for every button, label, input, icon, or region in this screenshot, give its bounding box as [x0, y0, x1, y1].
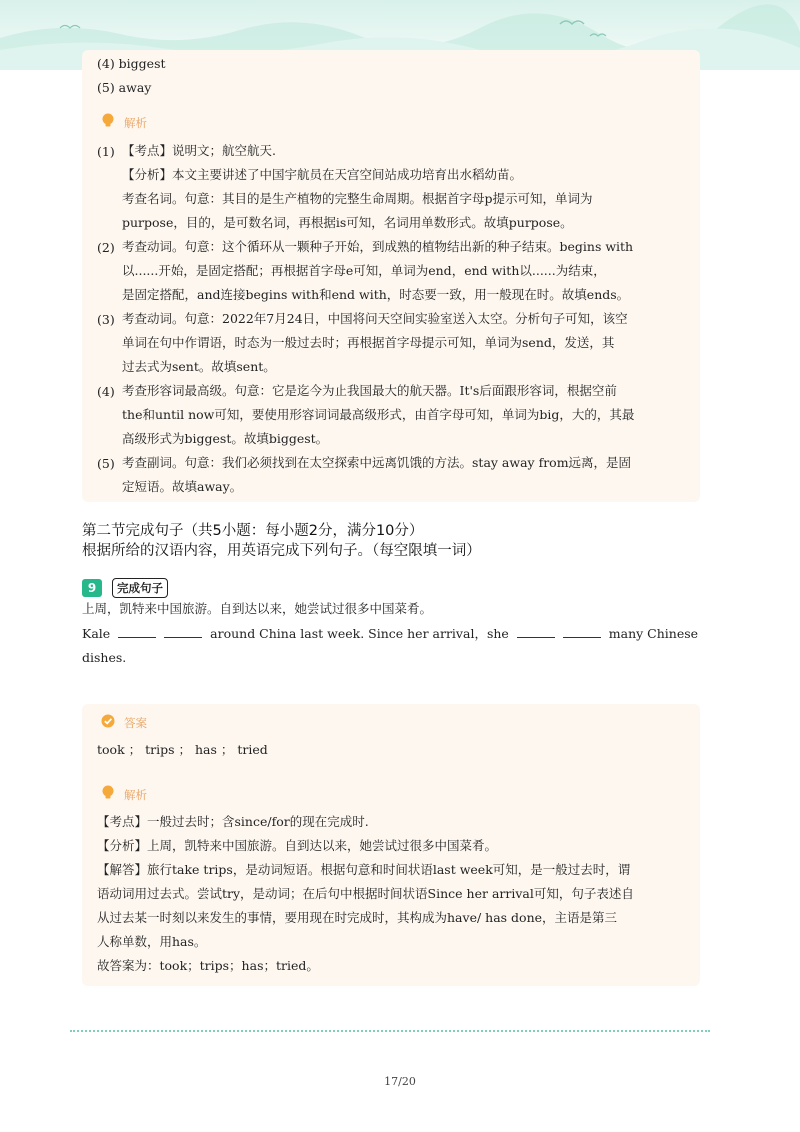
analysis-line: 语动词用过去式。尝试try，是动词；在后句中根据时间状语Since her arrival可知，句子表述自	[97, 886, 634, 901]
item-number: (5)	[97, 456, 115, 471]
page-number: 17/20	[384, 1075, 416, 1088]
analysis-line: 过去式为sent。故填sent。	[122, 359, 276, 374]
analysis-line: 以......开始，是固定搭配；再根据首字母e可知，单词为end，end with以......为结束，	[122, 263, 606, 278]
prev-answer-5: (5) away	[97, 80, 152, 95]
analysis-line: 定短语。故填away。	[122, 479, 243, 494]
item-number: (1)	[97, 144, 115, 159]
analysis-line: 是固定搭配，and连接begins with和end with，时态要一致，用一般现在时。故填ends。	[122, 287, 630, 302]
item-number: (2)	[97, 240, 115, 255]
section-instruction: 根据所给的汉语内容，用英语完成下列句子。（每空限填一词）	[82, 543, 481, 559]
question-text: around China last week. Since her arrival，she	[210, 626, 509, 641]
analysis-label: 解析	[124, 788, 147, 802]
section-title: 第二节完成句子（共5小题：每小题2分，满分10分）	[82, 523, 424, 539]
blank-4[interactable]	[563, 626, 601, 638]
question-english	[82, 626, 698, 642]
analysis-line: 【考点】一般过去时；含since/for的现在完成时.	[97, 814, 369, 829]
lightbulb-icon	[101, 113, 115, 129]
question-text: Kale	[82, 626, 111, 641]
analysis-line: 考查动词。句意：2022年7月24日，中国将问天空间实验室送入太空。分析句子可知，该空	[122, 311, 628, 326]
check-circle-icon	[101, 714, 115, 728]
question-english-end: dishes.	[82, 650, 127, 665]
item-number: (3)	[97, 312, 115, 327]
question-number: 9	[82, 579, 102, 597]
analysis-line: 【解答】旅行take trips，是动词短语。根据句意和时间状语last week可知，是一般过去时，谓	[97, 862, 631, 877]
analysis-line: 【考点】说明文；航空航天.	[122, 143, 276, 158]
question-text: many Chinese	[608, 626, 699, 641]
analysis-line: 考查动词。句意：这个循环从一颗种子开始，到成熟的植物结出新的种子结束。begins with	[122, 239, 634, 254]
analysis-line: 人称单数，用has。	[97, 934, 207, 949]
question-chinese: 上周，凯特来中国旅游。自到达以来，她尝试过很多中国菜肴。	[82, 601, 433, 616]
blank-1[interactable]	[118, 626, 156, 638]
analysis-line: 高级形式为biggest。故填biggest。	[122, 431, 329, 446]
lightbulb-icon	[101, 785, 115, 801]
blank-3[interactable]	[517, 626, 555, 638]
analysis-line: 从过去某一时刻以来发生的事情，要用现在时完成时，其构成为have/ has done，主语是第三	[97, 910, 618, 925]
analysis-line: purpose，目的，是可数名词，再根据is可知，名词用单数形式。故填purpose。	[122, 215, 573, 230]
item-number: (4)	[97, 384, 115, 399]
question-type-badge: 完成句子	[112, 578, 168, 598]
analysis-line: 【分析】上周，凯特来中国旅游。自到达以来，她尝试过很多中国菜肴。	[97, 838, 498, 853]
analysis-line: 考查副词。句意：我们必须找到在太空探索中远离饥饿的方法。stay away from远离，是固	[122, 455, 632, 470]
analysis-line: 考查名词。句意：其目的是生产植物的完整生命周期。根据首字母p提示可知，单词为	[122, 191, 593, 206]
analysis-line: 单词在句中作谓语，时态为一般过去时；再根据首字母提示可知，单词为send，发送，其	[122, 335, 615, 350]
analysis-line: 【分析】本文主要讲述了中国宇航员在天宫空间站成功培育出水稻幼苗。	[122, 167, 523, 182]
blank-2[interactable]	[164, 626, 202, 638]
analysis-line: the和until now可知，要使用形容词词最高级形式，由首字母可知，单词为big，大的，其最	[122, 407, 635, 422]
analysis-line: 考查形容词最高级。句意：它是迄今为止我国最大的航天器。It's后面跟形容词，根据空前	[122, 383, 617, 398]
prev-answer-4: (4) biggest	[97, 56, 166, 71]
answer-label: 答案	[124, 716, 147, 730]
answer-text: took ； trips ； has ； tried	[97, 742, 268, 757]
analysis-label: 解析	[124, 116, 147, 130]
footer-divider	[70, 1030, 710, 1032]
analysis-line: 故答案为：took；trips；has；tried。	[97, 958, 319, 973]
